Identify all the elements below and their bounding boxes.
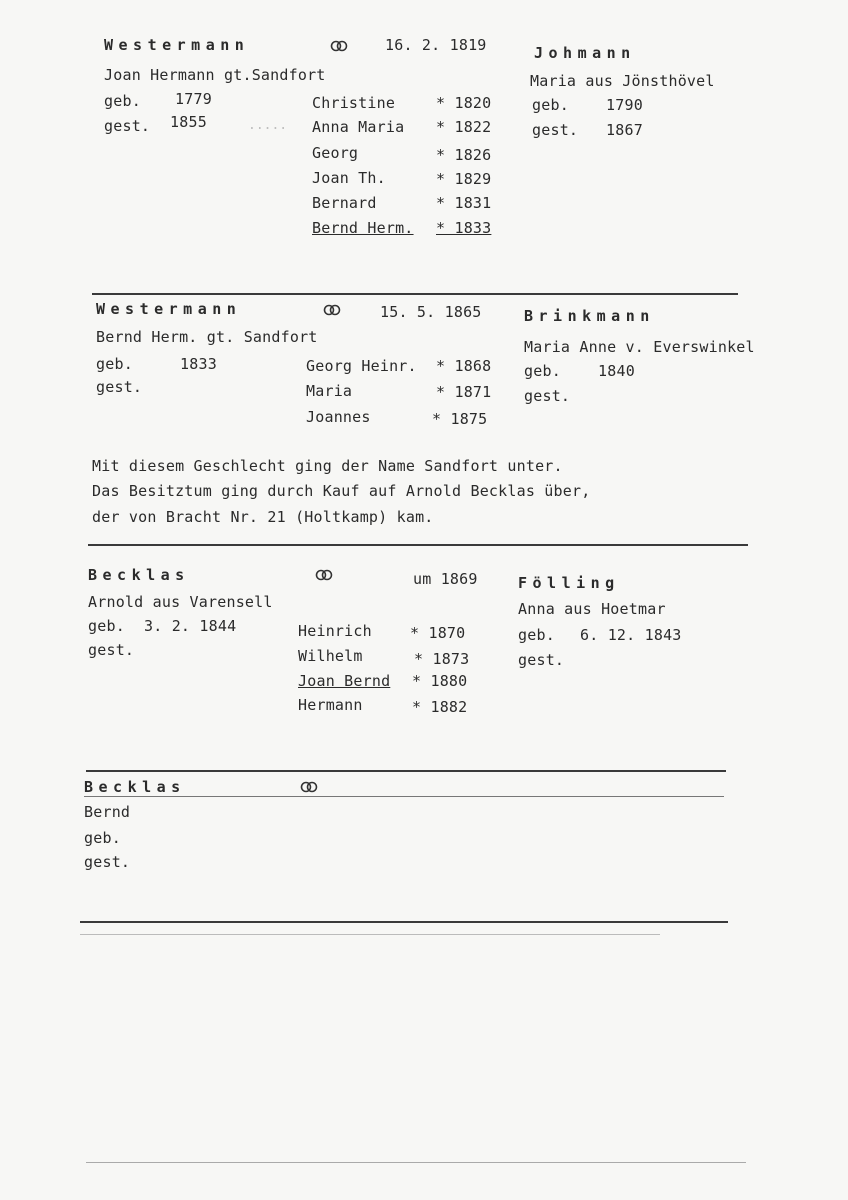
wife-name: Maria Anne v. Everswinkel (524, 338, 755, 356)
husband-died: 1855 (170, 113, 207, 131)
bottom-rule (86, 1162, 746, 1163)
child-born: * 1820 (436, 94, 492, 112)
geb-label: geb. (88, 617, 125, 635)
child-born: * 1826 (436, 146, 492, 164)
child-name: Joan Th. (312, 169, 386, 187)
child-name: Anna Maria (312, 118, 405, 136)
gest-label: gest. (84, 853, 131, 871)
note-line: Mit diesem Geschlecht ging der Name Sandfort unter. (92, 457, 563, 475)
marriage-date: 15. 5. 1865 (380, 303, 482, 321)
child-born: * 1833 (436, 219, 492, 237)
wife-surname: Johmann (534, 44, 636, 62)
child-name: Maria (306, 382, 353, 400)
wife-surname: Fölling (518, 574, 620, 592)
child-born: * 1831 (436, 194, 492, 212)
section-divider (80, 921, 728, 923)
person-surname: Becklas (84, 778, 186, 796)
husband-name: Bernd Herm. gt. Sandfort (96, 328, 318, 346)
child-born: * 1875 (432, 410, 488, 428)
wife-died: 1867 (606, 121, 643, 139)
child-name: Joannes (306, 408, 371, 426)
husband-born: 1833 (180, 355, 217, 373)
person-name: Bernd (84, 803, 131, 821)
child-name: Wilhelm (298, 647, 363, 665)
child-name: Hermann (298, 696, 363, 714)
child-born: * 1870 (410, 624, 466, 642)
husband-surname: Becklas (88, 566, 190, 584)
marriage-rings-icon (300, 781, 318, 793)
faint-divider (80, 934, 660, 935)
child-born: * 1829 (436, 170, 492, 188)
section-divider (92, 293, 738, 295)
wife-born: 6. 12. 1843 (580, 626, 682, 644)
bleed-through-text: ..... (248, 118, 288, 133)
husband-born: 3. 2. 1844 (144, 617, 237, 635)
child-born: * 1873 (414, 650, 470, 668)
child-name: Joan Bernd (298, 672, 391, 690)
surname-underline (84, 796, 724, 797)
gest-label: gest. (532, 121, 579, 139)
child-born: * 1871 (436, 383, 492, 401)
geb-label: geb. (84, 829, 121, 847)
wife-name: Maria aus Jönsthövel (530, 72, 715, 90)
wife-surname: Brinkmann (524, 307, 655, 325)
wife-born: 1840 (598, 362, 635, 380)
child-born: * 1880 (412, 672, 468, 690)
geb-label: geb. (96, 355, 133, 373)
section-divider (86, 770, 726, 772)
gest-label: gest. (524, 387, 571, 405)
gest-label: gest. (518, 651, 565, 669)
child-name: Georg Heinr. (306, 357, 417, 375)
marriage-rings-icon (323, 304, 341, 316)
section-divider (88, 544, 748, 546)
husband-surname: Westermann (104, 36, 250, 54)
gest-label: gest. (104, 117, 151, 135)
husband-name: Arnold aus Varensell (88, 593, 273, 611)
child-born: * 1868 (436, 357, 492, 375)
geb-label: geb. (104, 92, 141, 110)
marriage-date: um 1869 (413, 570, 478, 588)
wife-name: Anna aus Hoetmar (518, 600, 666, 618)
note-line: Das Besitztum ging durch Kauf auf Arnold Becklas über, (92, 482, 591, 500)
wife-born: 1790 (606, 96, 643, 114)
child-name: Christine (312, 94, 396, 112)
marriage-date: 16. 2. 1819 (385, 36, 487, 54)
marriage-rings-icon (315, 569, 333, 581)
husband-born: 1779 (175, 90, 212, 108)
geb-label: geb. (524, 362, 561, 380)
child-born: * 1882 (412, 698, 468, 716)
gest-label: gest. (88, 641, 135, 659)
child-name: Georg (312, 144, 359, 162)
geb-label: geb. (532, 96, 569, 114)
child-name: Heinrich (298, 622, 372, 640)
geb-label: geb. (518, 626, 555, 644)
child-name: Bernd Herm. (312, 219, 414, 237)
gest-label: gest. (96, 378, 143, 396)
child-born: * 1822 (436, 118, 492, 136)
marriage-rings-icon (330, 40, 348, 52)
husband-surname: Westermann (96, 300, 242, 318)
husband-name: Joan Hermann gt.Sandfort (104, 66, 326, 84)
note-line: der von Bracht Nr. 21 (Holtkamp) kam. (92, 508, 434, 526)
child-name: Bernard (312, 194, 377, 212)
